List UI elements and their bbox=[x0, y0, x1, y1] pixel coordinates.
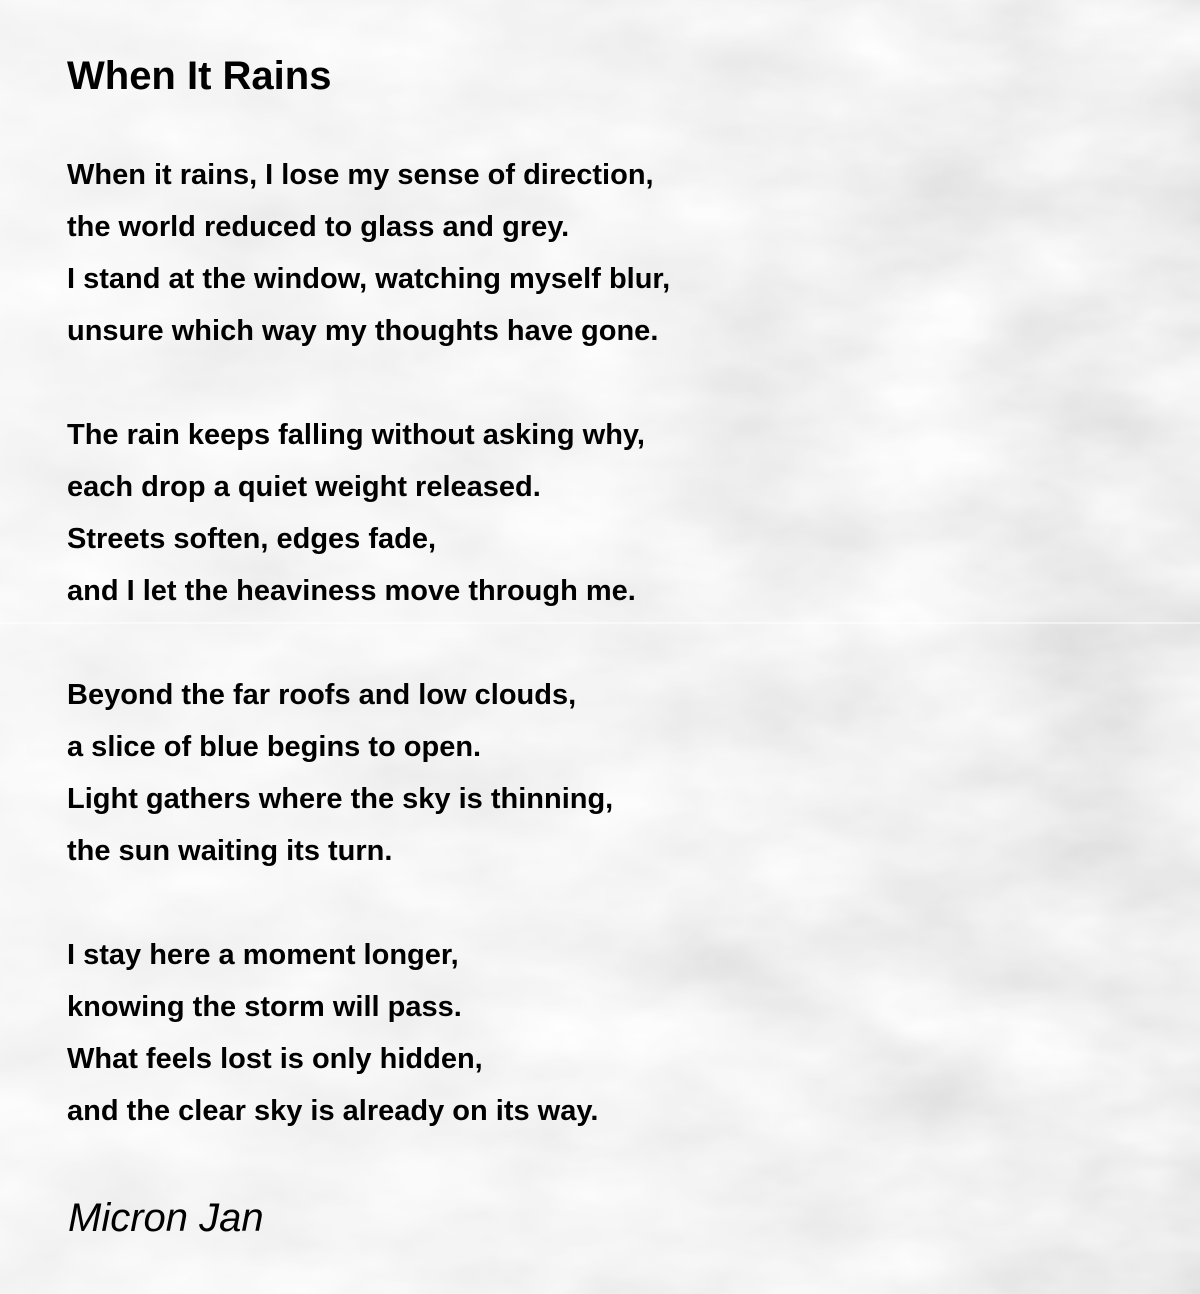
poem-line: knowing the storm will pass. bbox=[67, 991, 462, 1023]
poem-line: Light gathers where the sky is thinning, bbox=[67, 783, 614, 815]
stanza-1 bbox=[67, 149, 1127, 357]
poem-line: When it rains, I lose my sense of direction, bbox=[67, 159, 654, 191]
poem-line: I stay here a moment longer, bbox=[67, 939, 459, 971]
stanza-2 bbox=[67, 409, 1127, 617]
poem-line: Streets soften, edges fade, bbox=[67, 523, 437, 555]
poem-line: I stand at the window, watching myself blur, bbox=[67, 263, 671, 295]
poem-author: Micron Jan bbox=[68, 1196, 264, 1240]
poem-line: What feels lost is only hidden, bbox=[67, 1043, 483, 1075]
stanza-3 bbox=[67, 669, 1127, 877]
poem-line: each drop a quiet weight released. bbox=[67, 471, 541, 503]
poem-line: and the clear sky is already on its way. bbox=[67, 1095, 599, 1127]
poem-line: Beyond the far roofs and low clouds, bbox=[67, 679, 577, 711]
poem-line: a slice of blue begins to open. bbox=[67, 731, 482, 763]
poem-title: When It Rains bbox=[67, 54, 332, 98]
poem-line: the world reduced to glass and grey. bbox=[67, 211, 570, 243]
poem-line: unsure which way my thoughts have gone. bbox=[67, 315, 659, 347]
poem-line: the sun waiting its turn. bbox=[67, 835, 393, 867]
stanza-4 bbox=[67, 929, 1127, 1137]
poem-line: The rain keeps falling without asking why, bbox=[67, 419, 645, 451]
poem-line: and I let the heaviness move through me. bbox=[67, 575, 636, 607]
poem-body bbox=[67, 149, 1127, 1137]
